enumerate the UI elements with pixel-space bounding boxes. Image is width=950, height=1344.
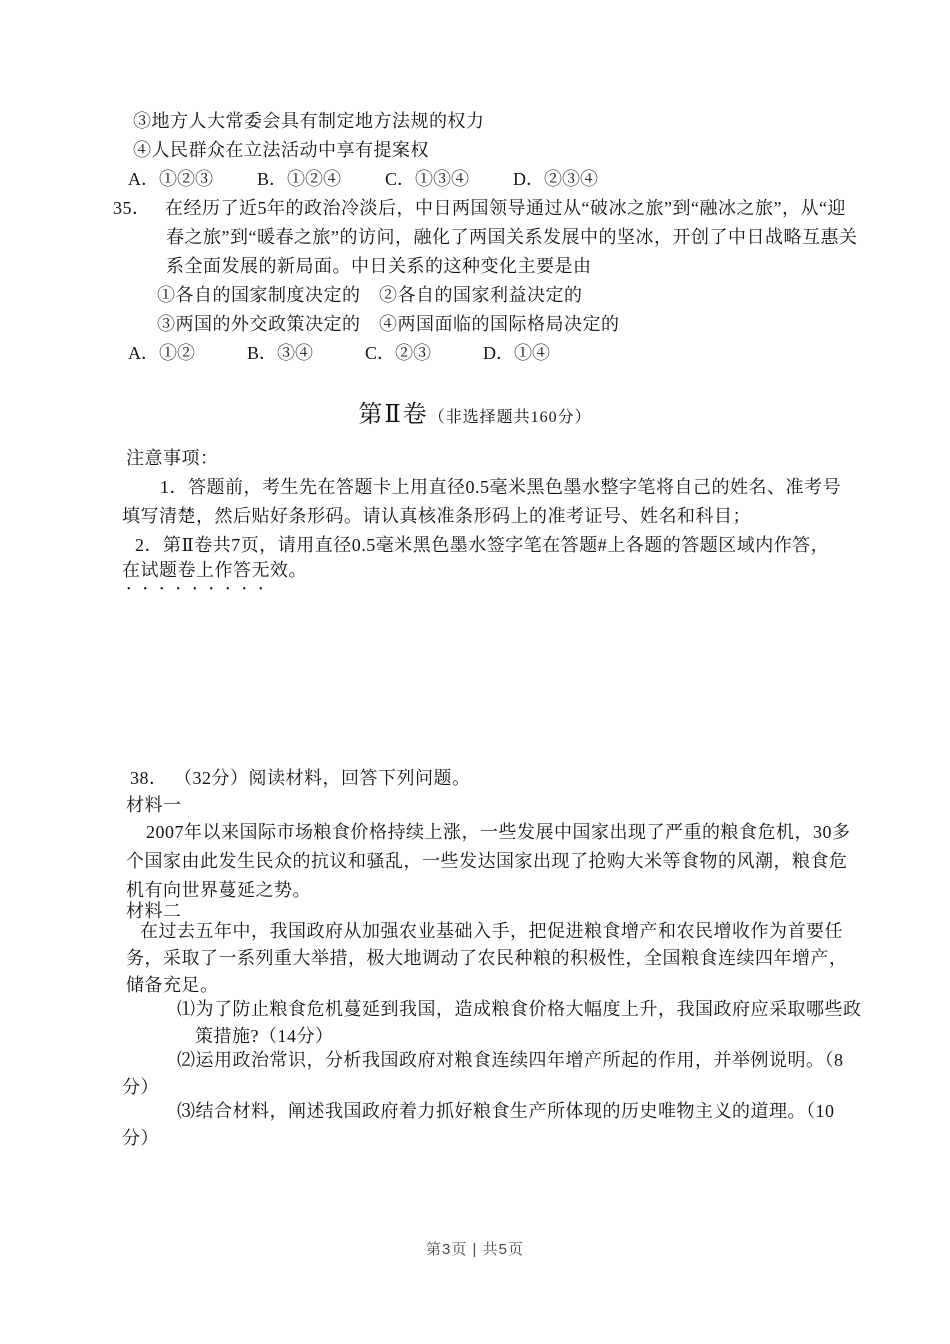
notice-heading: 注意事项： — [126, 448, 219, 468]
q38-subq2-line2: 分） — [122, 1077, 159, 1097]
q38-material1-label: 材料一 — [126, 795, 182, 815]
section-2-title-main: 第Ⅱ卷 — [358, 402, 429, 428]
q35-option-c: C．②③ — [365, 343, 432, 363]
q35-option-b: B．③④ — [247, 343, 314, 363]
notice-item2-number: 2． — [135, 535, 163, 555]
q35-text-1: 在经历了近5年的政治冷淡后，中日两国领导通过从“破冰之旅”到“融冰之旅”，从“迎 — [165, 198, 846, 218]
q35-option-d: D．①④ — [483, 343, 551, 363]
q38-number: 38． — [130, 768, 168, 788]
q38-subq1-line2: 策措施?（14分） — [195, 1026, 334, 1046]
q38-header-line — [130, 766, 471, 790]
q38-material1-line2: 个国家由此发生民众的抗议和骚乱，一些发达国家出现了抢购大米等食物的风潮，粮食危 — [126, 851, 848, 871]
q38-material1-line3: 机有向世界蔓延之势。 — [126, 880, 311, 900]
q35-number: 35． — [113, 198, 151, 218]
section-2-title-sub: （非选择题共160分） — [428, 409, 592, 426]
q35-option-a: A．①② — [128, 343, 195, 363]
notice-item1-number: 1． — [160, 477, 188, 497]
q38-subq2-line1: ⑵运用政治常识，分析我国政府对粮食连续四年增产所起的作用，并举例说明。（8 — [177, 1050, 844, 1070]
notice-item2-line1 — [135, 533, 829, 557]
q38-header-text: （32分）阅读材料，回答下列问题。 — [174, 768, 471, 788]
q35-line-3: 系全面发展的新局面。中日关系的这种变化主要是由 — [166, 256, 592, 276]
q35-statements-1-2: ①各自的国家制度决定的 ②各自的国家利益决定的 — [157, 285, 583, 305]
q35-options-row — [128, 341, 550, 365]
q34-statement-3: ③地方人大常委会具有制定地方法规的权力 — [133, 111, 485, 131]
q35-statements-3-4: ③两国的外交政策决定的 ④两国面临的国际格局决定的 — [157, 314, 620, 334]
notice-item1-line1 — [160, 475, 841, 499]
q34-options-row — [128, 167, 598, 191]
q38-material1-line1: 2007年以来国际市场粮食价格持续上涨，一些发展中国家出现了严重的粮食危机，30多 — [146, 822, 851, 842]
notice-item1-line2: 填写清楚，然后贴好条形码。请认真核准条形码上的准考证号、姓名和科目； — [122, 506, 751, 526]
q38-subq1-line1: ⑴为了防止粮食危机蔓延到我国，造成粮食价格大幅度上升，我国政府应采取哪些政 — [177, 999, 862, 1019]
q34-option-b: B．①②④ — [257, 169, 342, 189]
q34-option-a: A．①②③ — [128, 169, 213, 189]
q34-option-d: D．②③④ — [513, 169, 599, 189]
q35-line-1 — [113, 196, 846, 220]
emphasis-dots: ••••••••• — [127, 584, 276, 595]
q38-material2-label: 材料二 — [126, 901, 182, 921]
q35-line-2: 春之旅”到“暖春之旅”的访问，融化了两国关系发展中的坚冰，开创了中日战略互惠关 — [166, 227, 858, 247]
q38-material2-line1: 在过去五年中，我国政府从加强农业基础入手，把促进粮食增产和农民增收作为首要任 — [140, 921, 843, 941]
q34-option-c: C．①③④ — [385, 169, 470, 189]
section-2-title — [0, 394, 950, 429]
notice-item1-text: 答题前，考生先在答题卡上用直径0.5毫米黑色墨水整字笔将自己的姓名、准考号 — [188, 477, 841, 497]
q38-material2-line3: 储备充足。 — [126, 975, 219, 995]
q38-subq3-line2: 分） — [122, 1128, 159, 1148]
notice-item2-line2: 在试题卷上作答无效。 — [122, 560, 307, 580]
q34-statement-4: ④人民群众在立法活动中享有提案权 — [133, 140, 429, 160]
notice-item2-text: 第Ⅱ卷共7页，请用直径0.5毫米黑色墨水签字笔在答题#上各题的答题区域内作答， — [163, 535, 830, 555]
q38-subq3-line1: ⑶结合材料，阐述我国政府着力抓好粮食生产所体现的历史唯物主义的道理。（10 — [177, 1101, 835, 1121]
q38-material2-line2: 务，采取了一系列重大举措，极大地调动了农民种粮的积极性，全国粮食连续四年增产， — [126, 948, 848, 968]
page-number-footer: 第3页 | 共5页 — [426, 1241, 524, 1258]
